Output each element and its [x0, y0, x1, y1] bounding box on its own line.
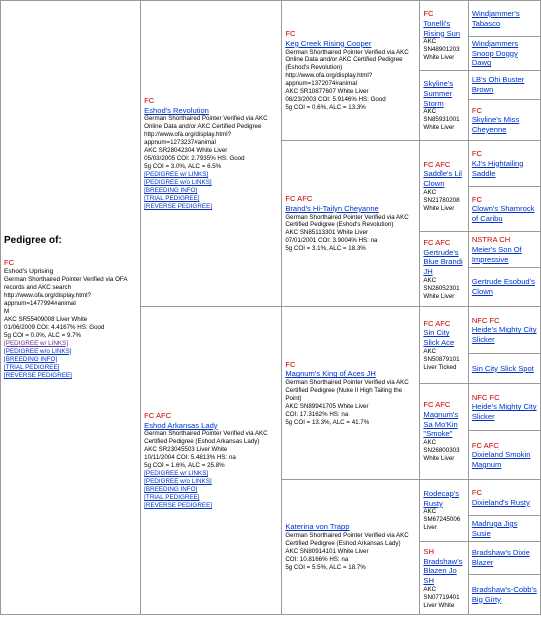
gen5-name-link[interactable]: Clown's Shamrock of Caribu	[471, 204, 535, 224]
gen5-cell	[468, 354, 540, 384]
gen5-name-link[interactable]: Madruga Jigs Susie	[471, 518, 518, 538]
sire-info: 5g COI = 3.0%, ALC = 6.5%	[144, 163, 222, 171]
gen4-info: AKC	[423, 188, 437, 196]
gen4-info: AKC	[423, 347, 437, 355]
gen3-info: German Shorthaired Pointer Verified via AKC Certified Pedigree (Eshod Arkansas Lady)	[285, 532, 409, 548]
sire-pedigree-with-links-link[interactable]: [PEDIGREE w/ LINKS]	[144, 170, 209, 178]
dam-info: 5g COI = 1.6%, ALC = 25.8%	[144, 462, 225, 470]
gen4-info: SN48901203	[423, 46, 460, 54]
dam-info: 10/11/2004 COI: 5.4813% HS: na	[144, 454, 236, 462]
gen5-title: FC AFC	[471, 440, 499, 450]
gen5-name-link[interactable]: Dixieland Smokin Magnum	[471, 450, 531, 470]
sire-pedigree-without-links-link[interactable]: [PEDIGREE w/o LINKS]	[144, 179, 212, 186]
gen5-name-link[interactable]: Skyline's Miss Cheyenne	[471, 115, 520, 135]
gen5-cell	[468, 100, 540, 141]
sire-trial-pedigree-link[interactable]: [TRIAL PEDIGREE]	[144, 195, 200, 203]
sire-breeding-info-link[interactable]: [BREEDING INFO]	[144, 187, 198, 195]
gen3-info: COI: 10.8166% HS: na	[285, 555, 349, 563]
gen5-title: FC	[471, 487, 482, 497]
sire-reverse-pedigree-link[interactable]: [REVERSE PEDIGREE]	[144, 203, 213, 211]
sire-name-link[interactable]: Eshod's Revolution	[144, 105, 209, 115]
gen4-name-link[interactable]: Tonelli's Rising Sun	[423, 18, 461, 38]
gen3-info: 5g COI = 3.1%, ALC = 18.3%	[285, 245, 366, 253]
gen4-info: White Liver	[423, 124, 455, 132]
gen3-info: 5g COI = 13.3%, ALC = 41.7%	[285, 418, 370, 426]
gen5-name-link[interactable]: Heide's Mighty City Slicker	[471, 325, 537, 345]
gen5-name-link[interactable]: Meier's Son Of Impressive	[471, 244, 522, 264]
gen4-info: Liver Ticked	[423, 363, 457, 371]
gen4-info: SN21780208	[423, 196, 460, 204]
gen3-info: AKC SR10877607 White Liver	[285, 88, 369, 96]
gen5-name-link[interactable]: Windjammers Snoop Doggy Dawg	[471, 39, 519, 68]
gen3-name-link[interactable]: Katerina von Trapp	[285, 522, 350, 532]
gen4-info: AKC	[423, 276, 437, 284]
gen3-cell	[282, 141, 420, 307]
gen3-info: German Shorthaired Pointer Verified via AKC Online Data and/or AKC Certified Pedigree (Eshod's Revolution) http://www.ofa.org/display.html?appnum=1372074#animal	[285, 48, 409, 88]
gen5-name-link[interactable]: Gertrude Esobud's Clown	[471, 277, 535, 297]
gen3-info: 5g COI = 5.5%, ALC = 18.7%	[285, 563, 366, 571]
gen3-name-link[interactable]: Keg Creek Rising Cooper	[285, 38, 372, 48]
gen5-cell	[468, 575, 540, 615]
dam-info: AKC SR23045503 Liver White	[144, 446, 228, 454]
gen3-cell	[282, 307, 420, 480]
sire-info: German Shorthaired Pointer Verified via AKC Online Data and/or AKC Certified Pedigree http://www.ofa.org/display.html?appnum=1273237#animal	[144, 115, 268, 147]
gen4-info: AKC	[423, 38, 437, 46]
subject-info: M	[4, 307, 10, 315]
gen3-info: 08/23/2003 COI: 5.9146% HS: Good	[285, 96, 386, 104]
gen3-title: FC AFC	[285, 194, 313, 204]
subject-info: 01/06/2009 COI: 4.4167% HS: Good	[4, 323, 105, 331]
gen4-info: AKC	[423, 508, 437, 516]
trial-pedigree-link[interactable]: [TRIAL PEDIGREE]	[4, 363, 60, 371]
gen5-cell	[468, 542, 540, 575]
sire-info: AKC SR28042304 White Liver	[144, 147, 228, 155]
gen4-cell	[420, 71, 468, 141]
subject-info: AKC SR55409008 Liver White	[4, 315, 88, 323]
gen5-cell	[468, 307, 540, 354]
gen4-title: FC AFC	[423, 318, 451, 328]
gen4-name-link[interactable]: Gertrude's Blue Brandi JH	[423, 247, 463, 276]
gen5-name-link[interactable]: Heide's Mighty City Slicker	[471, 402, 537, 422]
gen5-name-link[interactable]: Windjammer's Tabasco	[471, 8, 520, 28]
gen4-title: FC AFC	[423, 400, 451, 410]
gen3-cell	[282, 1, 420, 141]
gen4-name-link[interactable]: Saddle's Lil Clown	[423, 169, 462, 189]
gen5-cell	[468, 480, 540, 516]
reverse-pedigree-link[interactable]: [REVERSE PEDIGREE]	[4, 371, 72, 379]
dam-breeding-info-link[interactable]: [BREEDING INFO]	[144, 486, 198, 494]
gen5-cell	[468, 1, 540, 37]
gen3-title: FC	[285, 359, 296, 369]
gen4-title: FC AFC	[423, 237, 451, 247]
gen4-cell	[420, 232, 468, 307]
gen4-info: White Liver	[423, 292, 455, 300]
gen3-info: 07/01/2001 COI: 3.9004% HS: na	[285, 237, 378, 245]
gen3-info: German Shorthaired Pointer Verified via AKC Certified Pedigree (Eshod's Revolution)	[285, 213, 409, 229]
gen4-info: AKC	[423, 439, 437, 447]
dam-trial-pedigree-link[interactable]: [TRIAL PEDIGREE]	[144, 494, 200, 502]
gen5-cell	[468, 141, 540, 187]
gen5-title: NFC FC	[471, 315, 500, 325]
gen4-cell	[420, 384, 468, 480]
gen4-name-link[interactable]: Rodecap's Rusty	[423, 489, 460, 508]
sire-info: 05/03/2005 COI: 2.7935% HS: Good	[144, 155, 245, 163]
gen5-cell	[468, 71, 540, 100]
gen3-info: COI: 17.3162% HS: na	[285, 410, 349, 418]
sire-cell	[141, 1, 282, 307]
pedigree-with-links-link[interactable]: [PEDIGREE w/ LINKS]	[4, 339, 69, 347]
gen4-info: SN50879101	[423, 355, 460, 363]
gen4-info: White Liver	[423, 204, 455, 212]
gen4-info: SN26800303	[423, 447, 460, 455]
dam-name-link[interactable]: Eshod Arkansas Lady	[144, 420, 218, 430]
subject-title: FC	[4, 258, 15, 268]
gen3-info: AKC SN89941705 White Liver	[285, 402, 369, 410]
gen5-cell	[468, 431, 540, 480]
gen4-cell	[420, 307, 468, 384]
gen5-name-link[interactable]: Bradshaw's Dixie Blazer	[471, 548, 530, 568]
gen4-name-link[interactable]: Skyline's Summer Storm	[423, 79, 454, 108]
gen5-cell	[468, 37, 540, 71]
gen4-cell	[420, 542, 468, 615]
dam-info: German Shorthaired Pointer Verified via AKC Certified Pedigree (Eshod Arkansas Lady)	[144, 430, 268, 446]
gen3-title: FC	[285, 29, 296, 39]
dam-pedigree-without-links-link[interactable]: [PEDIGREE w/o LINKS]	[144, 478, 212, 486]
gen3-info: AKC SN85113301 White Liver	[285, 229, 369, 237]
dam-pedigree-with-links-link[interactable]: [PEDIGREE w/ LINKS]	[144, 470, 209, 478]
gen4-title: FC	[423, 9, 434, 19]
gen3-cell	[282, 480, 420, 615]
gen5-title: FC	[471, 105, 482, 115]
gen4-info: SN85931001	[423, 116, 460, 124]
gen4-info: White Liver	[423, 455, 455, 463]
gen4-cell	[420, 141, 468, 232]
gen4-cell	[420, 1, 468, 71]
gen4-info: AKC	[423, 108, 437, 116]
gen5-cell	[468, 384, 540, 431]
sire-title: FC	[144, 95, 155, 105]
gen5-title: NSTRA CH	[471, 235, 511, 245]
gen3-info: 5g COI = 0.6%, ALC = 13.3%	[285, 104, 366, 112]
pedigree-without-links-link[interactable]: [PEDIGREE w/o LINKS]	[4, 347, 72, 355]
gen4-info: SN07719401	[423, 593, 460, 601]
gen4-cell	[420, 480, 468, 542]
gen4-info: SM67245006	[423, 516, 461, 524]
dam-title: FC AFC	[144, 410, 172, 420]
gen4-title: FC AFC	[423, 159, 451, 169]
dam-reverse-pedigree-link[interactable]: [REVERSE PEDIGREE]	[144, 502, 213, 510]
gen5-name-link[interactable]: LB's Ohi Buster Brown	[471, 75, 525, 95]
subject-info: German Shorthaired Pointer Verified via OFA records and AKC search	[4, 276, 128, 292]
gen5-title: FC	[471, 149, 482, 159]
gen5-cell	[468, 232, 540, 268]
gen4-info: AKC	[423, 585, 437, 593]
subject-info: http://www.ofa.org/display.html?appnum=1477994#animal	[4, 292, 91, 307]
gen5-name-link[interactable]: Sin City Slick Spot	[471, 363, 534, 373]
subject-cell	[1, 1, 141, 615]
gen4-name-link[interactable]: Magnum's Sa Mo'Kin "Smoke"	[423, 410, 459, 439]
pedigree-heading: Pedigree of:	[4, 235, 62, 247]
gen5-name-link[interactable]: KJ's Hightailing Saddle	[471, 158, 524, 178]
gen5-name-link[interactable]: Bradshaw's-Cobb's Big Girty	[471, 584, 537, 604]
gen4-info: SN28052301	[423, 284, 460, 292]
gen4-name-link[interactable]: Sin City Slick Ace	[423, 328, 455, 348]
gen3-name-link[interactable]: Brand's Hi-Tailyn Cheyanne	[285, 203, 379, 213]
gen4-info: Liver	[423, 524, 437, 532]
subject-name: Eshod's Uprising	[4, 267, 54, 275]
gen3-info: AKC SN80914101 White Liver	[285, 548, 369, 556]
gen5-cell	[468, 516, 540, 542]
breeding-info-link[interactable]: [BREEDING INFO]	[4, 355, 58, 363]
gen4-title: SH	[423, 546, 434, 556]
gen4-name-link[interactable]: Bradshaw's Blazen Jo SH	[423, 556, 463, 585]
gen4-info: White Liver	[423, 54, 455, 62]
gen5-title: FC	[471, 194, 482, 204]
gen3-info: German Shorthaired Pointer Verified via AKC Certified Pedigree (Nuke II High Tailing the Point)	[285, 379, 409, 402]
gen5-name-link[interactable]: Dixieland's Rusty	[471, 497, 530, 507]
gen3-name-link[interactable]: Magnum's King of Aces JH	[285, 369, 376, 379]
gen5-cell	[468, 268, 540, 307]
subject-info: 5g COI = 0.0%, ALC = 9.7%	[4, 331, 82, 339]
gen5-title: NFC FC	[471, 392, 500, 402]
gen5-cell	[468, 187, 540, 232]
dam-cell	[141, 307, 282, 615]
gen4-info: Liver White	[423, 601, 455, 609]
